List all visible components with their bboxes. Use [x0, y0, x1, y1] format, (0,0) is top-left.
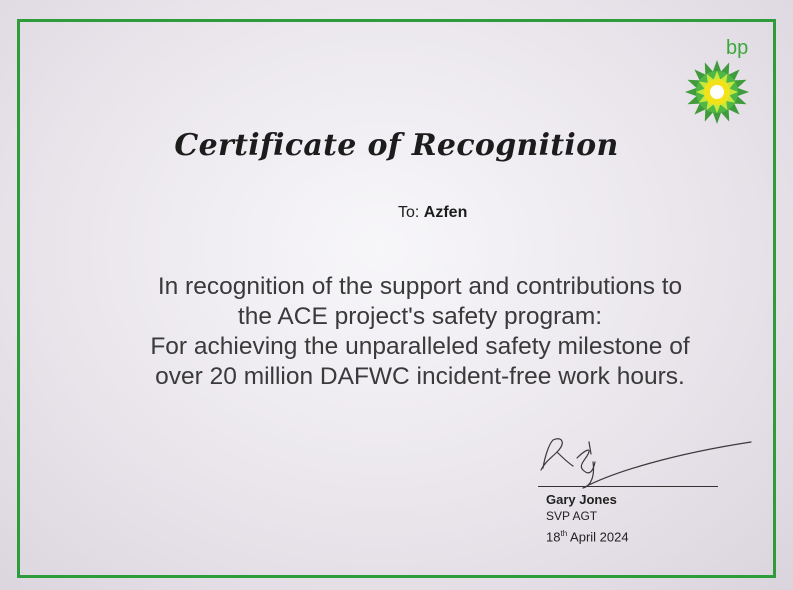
signatory-block [546, 491, 629, 545]
recipient-line [398, 204, 467, 222]
certificate-date [546, 525, 629, 545]
recognition-line: over 20 million DAFWC incident-free work hours. [155, 363, 685, 390]
handwritten-signature [533, 432, 758, 492]
recognition-text [60, 272, 780, 392]
recognition-line: In recognition of the support and contributions to [157, 273, 683, 300]
recipient-name: Azfen [423, 204, 468, 221]
bp-logo [684, 37, 754, 127]
signatory-name: Gary Jones [546, 492, 617, 507]
date-suffix: th [560, 529, 568, 538]
date-day: 18 [546, 529, 561, 545]
signature-line [538, 486, 718, 487]
date-month-year: April 2024 [570, 529, 629, 545]
recipient-prefix: To: [398, 204, 420, 221]
recognition-line: the ACE project's safety program: [237, 303, 603, 330]
recognition-line: For achieving the unparalleled safety milestone of [150, 333, 690, 360]
signatory-role: SVP AGT [546, 509, 598, 523]
certificate-title: Certificate of Recognition [174, 128, 619, 163]
bp-logo-text: bp [726, 37, 749, 59]
helios-icon [684, 59, 750, 125]
